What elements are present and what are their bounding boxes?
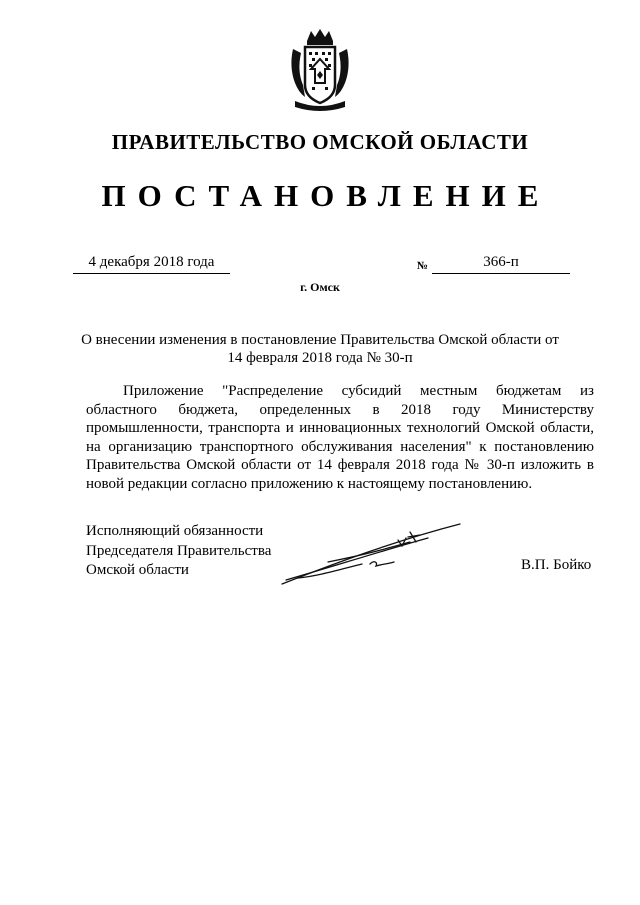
document-number: 366-п — [483, 254, 519, 270]
role-line-2: Председателя Правительства — [86, 542, 272, 559]
role-line-1: Исполняющий обязанности — [86, 523, 264, 539]
coat-of-arms-icon — [285, 27, 355, 115]
government-title: ПРАВИТЕЛЬСТВО ОМСКОЙ ОБЛАСТИ — [111, 130, 529, 154]
number-sign: № — [417, 260, 429, 272]
document-type: ПОСТАНОВЛЕНИЕ — [101, 178, 551, 213]
city: г. Омск — [300, 280, 340, 294]
document-subject: О внесении изменения в постановление Правительства Омской области от 14 февраля 2018 года № 30-п — [81, 332, 559, 366]
role-line-3: Омской области — [86, 562, 189, 578]
document-body: Приложение "Распределение субсидий местным бюджетам из областного бюджета, определенных в 2018 году Министерству промышленности, транспорта и инновационных технологий Омской области, на организацию транспортного обслуживания населения" к постановлению Правительства Омской области от 14 февраля 2018 года № 30-п изложить в новой редакции согласно приложению к настоящему постановлению. — [86, 383, 594, 492]
signatory-role — [86, 522, 271, 581]
document-date: 4 декабря 2018 года — [88, 254, 215, 270]
signatory-name: В.П. Бойко — [521, 557, 592, 573]
handwritten-signature-icon — [278, 518, 463, 590]
